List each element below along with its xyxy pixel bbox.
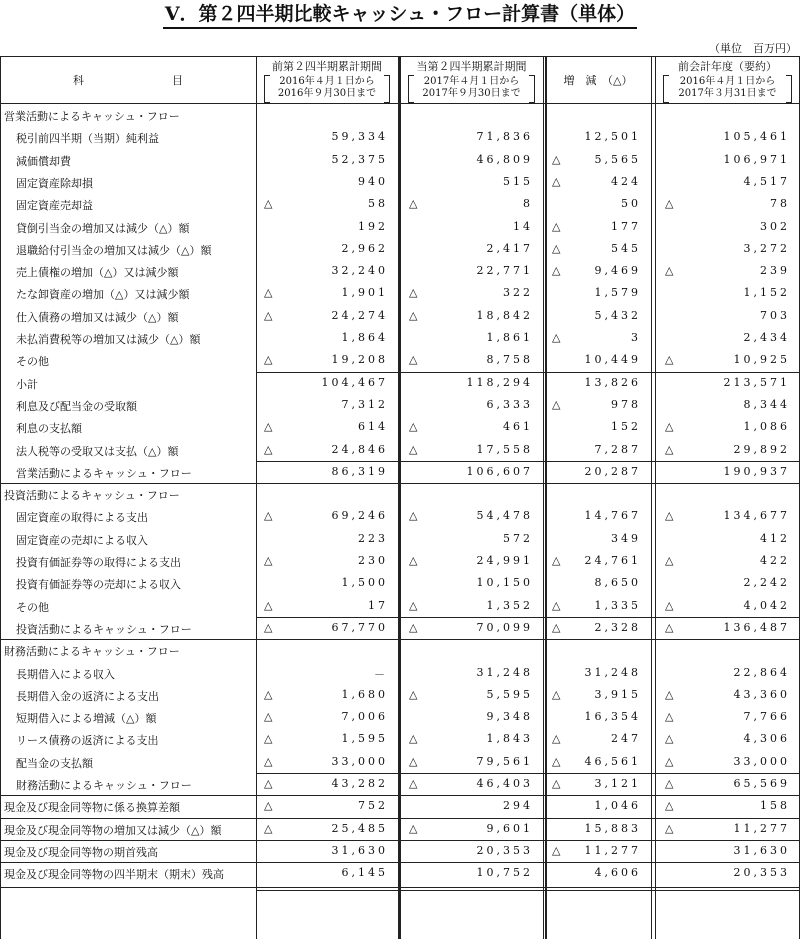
value-cell: 10,925 [733, 353, 790, 367]
negative-marker: △ [264, 509, 273, 523]
negative-marker: △ [552, 732, 561, 746]
row-label: 投資活動によるキャッシュ・フロー [4, 489, 180, 503]
value-cell: 22,864 [733, 665, 790, 679]
value-cell: 152 [611, 420, 641, 434]
negative-marker: △ [409, 777, 418, 790]
value-cell: 294 [503, 799, 533, 813]
period-end: 2017年３月31日まで [678, 88, 777, 99]
negative-marker: △ [409, 286, 418, 300]
value-cell: 50 [621, 197, 641, 211]
row-label: 長期借入による収入 [16, 667, 115, 681]
value-cell: 3,915 [594, 687, 641, 701]
value-cell: 7,006 [341, 710, 388, 724]
negative-marker: △ [665, 554, 674, 567]
value-cell: 20,287 [584, 464, 641, 478]
row-rule [0, 818, 800, 819]
year-period-label: 前会計年度（要約） [678, 60, 777, 73]
subtotal-rule [256, 617, 800, 618]
value-cell: 247 [611, 732, 641, 746]
value-cell: 9,469 [594, 264, 641, 278]
value-cell: 7,287 [594, 442, 641, 456]
row-label: 固定資産の取得による支出 [16, 511, 148, 525]
negative-marker: △ [665, 598, 674, 612]
row-label: 財務活動によるキャッシュ・フロー [4, 645, 180, 659]
negative-marker: △ [264, 420, 273, 434]
row-label: 減価償却費 [16, 154, 71, 168]
value-cell: 118,294 [466, 375, 533, 389]
negative-marker: △ [409, 732, 418, 746]
value-cell: 16,354 [584, 710, 641, 724]
negative-marker: △ [264, 821, 273, 835]
negative-marker: △ [409, 308, 418, 322]
row-label: 小計 [16, 377, 38, 391]
period-start: 2016年４月１日から [279, 76, 375, 87]
negative-marker: △ [665, 687, 674, 701]
value-cell: 59,334 [331, 130, 388, 144]
negative-marker: △ [552, 152, 561, 166]
negative-marker: △ [552, 397, 561, 411]
negative-marker: △ [409, 598, 418, 612]
row-label: 投資活動によるキャッシュ・フロー [16, 622, 192, 636]
value-cell: 31,248 [476, 665, 533, 679]
value-cell: 3,272 [743, 241, 790, 255]
negative-marker: △ [665, 353, 674, 367]
row-label: 退職給付引当金の増加又は減少（△）額 [16, 243, 212, 257]
value-cell: 1,086 [743, 420, 790, 434]
negative-marker: △ [665, 420, 674, 434]
row-label: その他 [16, 600, 49, 614]
value-cell: 43,360 [733, 687, 790, 701]
value-cell: 1,864 [341, 331, 388, 344]
row-label: 固定資産除却損 [16, 176, 93, 190]
value-cell: 545 [611, 241, 641, 255]
negative-marker: △ [552, 264, 561, 278]
value-cell: 5,432 [594, 308, 641, 322]
negative-marker: △ [264, 799, 273, 813]
row-label: 現金及び現金同等物に係る換算差額 [4, 801, 180, 815]
value-cell: － [374, 667, 388, 681]
value-cell: 515 [503, 174, 533, 188]
value-cell: 230 [358, 554, 388, 567]
negative-marker: △ [264, 197, 273, 211]
unit-note: （単位 百万円） [709, 42, 797, 55]
value-cell: 4,042 [743, 598, 790, 612]
value-cell: 1,579 [594, 286, 641, 300]
negative-marker: △ [665, 732, 674, 746]
negative-marker: △ [665, 777, 674, 790]
row-label: 売上債権の増加（△）又は減少額 [16, 266, 179, 280]
row-label: 税引前四半期（当期）純利益 [16, 132, 159, 146]
value-cell: 2,417 [486, 241, 533, 255]
value-cell: 349 [611, 531, 641, 545]
value-cell: 4,606 [594, 866, 641, 880]
row-label: 固定資産売却益 [16, 199, 93, 213]
subtotal-rule [256, 372, 800, 373]
row-label: 現金及び現金同等物の増加又は減少（△）額 [4, 823, 222, 837]
value-cell: 46,809 [476, 152, 533, 166]
value-cell: 22,771 [476, 264, 533, 278]
row-label: 財務活動によるキャッシュ・フロー [16, 779, 192, 792]
negative-marker: △ [264, 620, 273, 634]
row-label: 営業活動によるキャッシュ・フロー [4, 110, 180, 123]
value-cell: 86,319 [331, 464, 388, 478]
value-cell: 11,277 [584, 843, 641, 857]
negative-marker: △ [409, 754, 418, 768]
value-cell: 31,248 [584, 665, 641, 679]
change-header: 増 減 （△） [563, 74, 633, 87]
row-label: 利息及び配当金の受取額 [16, 399, 137, 413]
negative-marker: △ [409, 353, 418, 367]
row-label: その他 [16, 355, 49, 369]
value-cell: 422 [760, 554, 790, 567]
bracket-right [786, 75, 792, 103]
value-cell: 9,601 [486, 821, 533, 835]
value-cell: 104,467 [321, 375, 388, 389]
value-cell: 3,121 [594, 777, 641, 790]
row-rule [0, 840, 800, 841]
row-label: 法人税等の受取又は支払（△）額 [16, 444, 179, 458]
value-cell: 10,752 [476, 866, 533, 880]
value-cell: 1,335 [594, 598, 641, 612]
value-cell: 79,561 [476, 754, 533, 768]
negative-marker: △ [552, 620, 561, 634]
value-cell: 29,892 [733, 442, 790, 456]
subtotal-rule [256, 773, 800, 774]
value-cell: 302 [760, 219, 790, 233]
value-cell: 1,500 [341, 576, 388, 590]
negative-marker: △ [264, 754, 273, 768]
negative-marker: △ [264, 353, 273, 367]
negative-marker: △ [409, 620, 418, 634]
prev-period-range [264, 76, 390, 100]
header-top-rule [0, 56, 800, 57]
row-label: 投資有価証券等の取得による支出 [16, 556, 181, 569]
section-rule [0, 639, 800, 640]
value-cell: 18,842 [476, 308, 533, 322]
header-bottom-rule [0, 103, 800, 104]
value-cell: 940 [358, 174, 388, 188]
value-cell: 65,569 [733, 777, 790, 790]
value-cell: 322 [503, 286, 533, 300]
value-cell: 46,403 [476, 777, 533, 790]
bracket-left [663, 75, 669, 103]
column-divider [651, 56, 652, 939]
row-label: 現金及び現金同等物の四半期末（期末）残高 [4, 868, 224, 882]
value-cell: 1,901 [341, 286, 388, 300]
negative-marker: △ [264, 308, 273, 322]
value-cell: 5,595 [486, 687, 533, 701]
value-cell: 2,242 [743, 576, 790, 590]
negative-marker: △ [264, 710, 273, 724]
negative-marker: △ [552, 843, 561, 857]
value-cell: 33,000 [331, 754, 388, 768]
value-cell: 24,761 [584, 554, 641, 567]
value-cell: 7,312 [341, 397, 388, 411]
value-cell: 71,836 [476, 130, 533, 144]
value-cell: 3 [631, 331, 641, 344]
value-cell: 19,208 [331, 353, 388, 367]
negative-marker: △ [409, 554, 418, 567]
negative-marker: △ [665, 710, 674, 724]
negative-marker: △ [264, 286, 273, 300]
value-cell: 24,274 [331, 308, 388, 322]
value-cell: 239 [760, 264, 790, 278]
value-cell: 67,770 [331, 620, 388, 634]
value-cell: 70,099 [476, 620, 533, 634]
negative-marker: △ [665, 620, 674, 634]
value-cell: 978 [611, 397, 641, 411]
value-cell: 2,328 [594, 620, 641, 634]
value-cell: 190,937 [723, 464, 790, 478]
negative-marker: △ [409, 197, 418, 211]
value-cell: 58 [368, 197, 388, 211]
value-cell: 13,826 [584, 375, 641, 389]
negative-marker: △ [552, 777, 561, 790]
subject-header: 科 目 [73, 74, 183, 87]
negative-marker: △ [552, 687, 561, 701]
value-cell: 7,766 [743, 710, 790, 724]
negative-marker: △ [264, 554, 273, 567]
negative-marker: △ [552, 554, 561, 567]
value-cell: 8,650 [594, 576, 641, 590]
value-cell: 614 [358, 420, 388, 434]
value-cell: 106,607 [466, 464, 533, 478]
negative-marker: △ [665, 754, 674, 768]
value-cell: 213,571 [723, 375, 790, 389]
value-cell: 1,861 [486, 331, 533, 344]
document-title: Ⅴ．第２四半期比較キャッシュ・フロー計算書（単体） [0, 2, 800, 29]
row-label: 長期借入金の返済による支出 [16, 689, 159, 703]
value-cell: 106,971 [723, 152, 790, 166]
value-cell: 105,461 [723, 130, 790, 144]
value-cell: 17 [368, 598, 388, 612]
period-start: 2016年４月１日から [679, 76, 776, 87]
value-cell: 158 [760, 799, 790, 813]
negative-marker: △ [409, 821, 418, 835]
value-cell: 752 [358, 799, 388, 813]
bracket-right [384, 75, 390, 103]
row-label: 配当金の支払額 [16, 756, 93, 770]
negative-marker: △ [665, 799, 674, 813]
row-label: 貸倒引当金の増加又は減少（△）額 [16, 221, 190, 235]
value-cell: 10,150 [476, 576, 533, 590]
value-cell: 6,145 [341, 866, 388, 880]
value-cell: 32,240 [331, 264, 388, 278]
value-cell: 8,344 [743, 397, 790, 411]
negative-marker: △ [264, 687, 273, 701]
value-cell: 54,478 [476, 509, 533, 523]
value-cell: 14,767 [584, 509, 641, 523]
negative-marker: △ [665, 821, 674, 835]
value-cell: 14 [513, 219, 533, 233]
negative-marker: △ [665, 509, 674, 523]
value-cell: 703 [760, 308, 790, 322]
bracket-left [264, 75, 270, 103]
value-cell: 31,630 [733, 843, 790, 857]
negative-marker: △ [665, 442, 674, 456]
value-cell: 8,758 [486, 353, 533, 367]
negative-marker: △ [552, 754, 561, 768]
row-label: リース債務の返済による支出 [16, 734, 159, 748]
value-cell: 461 [503, 420, 533, 434]
negative-marker: △ [264, 732, 273, 746]
value-cell: 33,000 [733, 754, 790, 768]
value-cell: 10,449 [584, 353, 641, 367]
bottom-rule-double [256, 890, 800, 891]
value-cell: 9,348 [486, 710, 533, 724]
subtotal-rule [256, 461, 800, 462]
row-rule [0, 862, 800, 863]
negative-marker: △ [552, 174, 561, 188]
value-cell: 1,152 [743, 286, 790, 300]
value-cell: 6,333 [486, 397, 533, 411]
value-cell: 2,962 [341, 241, 388, 255]
value-cell: 11,277 [733, 821, 790, 835]
value-cell: 78 [770, 197, 790, 211]
negative-marker: △ [409, 420, 418, 434]
period-end: 2016年９月30日まで [277, 88, 377, 99]
row-label: 短期借入による増減（△）額 [16, 712, 157, 726]
value-cell: 177 [611, 219, 641, 233]
bracket-right [529, 75, 535, 103]
value-cell: 25,485 [331, 821, 388, 835]
value-cell: 424 [611, 174, 641, 188]
value-cell: 24,991 [476, 554, 533, 567]
value-cell: 4,517 [743, 174, 790, 188]
curr-period-label: 当第２四半期累計期間 [416, 60, 527, 73]
prev-period-label: 前第２四半期累計期間 [272, 60, 382, 73]
value-cell: 5,565 [594, 152, 641, 166]
value-cell: 69,246 [331, 509, 388, 523]
value-cell: 223 [358, 531, 388, 545]
value-cell: 134,677 [723, 509, 790, 523]
negative-marker: △ [552, 598, 561, 612]
value-cell: 572 [503, 531, 533, 545]
value-cell: 15,883 [584, 821, 641, 835]
value-cell: 31,630 [331, 843, 388, 857]
value-cell: 136,487 [723, 620, 790, 634]
row-label: 仕入債務の増加又は減少（△）額 [16, 310, 179, 324]
value-cell: 1,680 [341, 687, 388, 701]
bracket-left [408, 75, 414, 103]
negative-marker: △ [552, 219, 561, 233]
value-cell: 12,501 [584, 130, 641, 144]
table-left-border [0, 56, 1, 939]
value-cell: 1,595 [341, 732, 388, 746]
negative-marker: △ [409, 442, 418, 456]
value-cell: 412 [760, 531, 790, 545]
negative-marker: △ [552, 241, 561, 255]
row-rule [0, 795, 800, 796]
negative-marker: △ [264, 442, 273, 456]
negative-marker: △ [409, 687, 418, 701]
value-cell: 192 [358, 219, 388, 233]
row-label: 利息の支払額 [16, 422, 82, 436]
row-label: 固定資産の売却による収入 [16, 533, 148, 547]
value-cell: 1,046 [594, 799, 641, 813]
value-cell: 1,352 [486, 598, 533, 612]
value-cell: 43,282 [331, 777, 388, 790]
value-cell: 52,375 [331, 152, 388, 166]
row-label: 投資有価証券等の売却による収入 [16, 578, 181, 592]
value-cell: 1,843 [486, 732, 533, 746]
year-period-range [663, 76, 792, 100]
section-rule [0, 483, 800, 484]
curr-period-range [408, 76, 535, 100]
row-label: 未払消費税等の増加又は減少（△）額 [16, 333, 201, 346]
row-label: 現金及び現金同等物の期首残高 [4, 845, 158, 859]
negative-marker: △ [264, 777, 273, 790]
bottom-rule [0, 887, 800, 888]
value-cell: 20,353 [476, 843, 533, 857]
negative-marker: △ [552, 331, 561, 344]
row-label: たな卸資産の増加（△）又は減少額 [16, 288, 190, 302]
negative-marker: △ [665, 264, 674, 278]
negative-marker: △ [409, 509, 418, 523]
row-label: 営業活動によるキャッシュ・フロー [16, 466, 192, 480]
value-cell: 4,306 [743, 732, 790, 746]
value-cell: 2,434 [743, 331, 790, 344]
period-end: 2017年９月30日まで [422, 88, 521, 99]
value-cell: 46,561 [584, 754, 641, 768]
negative-marker: △ [665, 197, 674, 211]
value-cell: 17,558 [476, 442, 533, 456]
period-start: 2017年４月１日から [423, 76, 520, 87]
value-cell: 20,353 [733, 866, 790, 880]
value-cell: 8 [523, 197, 533, 211]
value-cell: 24,846 [331, 442, 388, 456]
negative-marker: △ [264, 598, 273, 612]
